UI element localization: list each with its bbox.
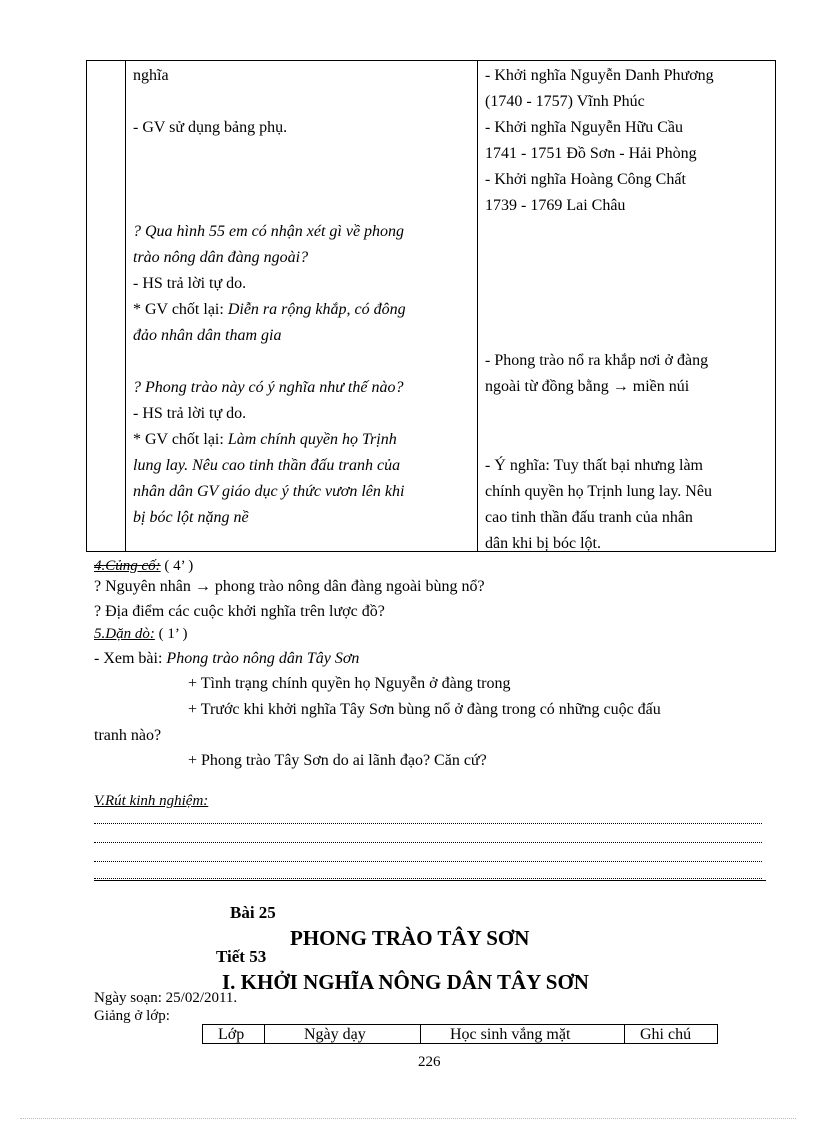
left-line-lead: * GV chốt lại: bbox=[133, 431, 228, 448]
right-line: - Phong trào nổ ra khắp nơi ở đàng bbox=[485, 352, 709, 369]
left-line: ? Qua hình 55 em có nhận xét gì về phong bbox=[133, 223, 405, 240]
right-line: ngoài từ đồng bằng → miền núi bbox=[485, 378, 690, 395]
left-line: nhân dân GV giáo dục ý thức vươn lên khi bbox=[133, 483, 405, 500]
left-line bbox=[133, 141, 473, 167]
right-line: cao tinh thần đấu tranh của nhân bbox=[485, 509, 693, 526]
section-separator bbox=[94, 880, 766, 881]
left-line: lung lay. Nêu cao tinh thần đấu tranh của bbox=[133, 457, 401, 474]
left-line bbox=[133, 349, 473, 375]
left-line-lead: * GV chốt lại: bbox=[133, 301, 228, 318]
consolidation-heading-line bbox=[94, 558, 193, 575]
content-block-observation bbox=[485, 348, 775, 400]
homework-item-3: + Phong trào Tây Sơn do ai lãnh đạo? Căn cứ? bbox=[188, 752, 487, 769]
left-line-emphasis: Làm chính quyền họ Trịnh bbox=[227, 431, 397, 448]
schedule-sep-1 bbox=[264, 1025, 265, 1043]
right-line: - Khởi nghĩa Hoàng Công Chất bbox=[485, 171, 686, 188]
right-line: - Khởi nghĩa Nguyễn Danh Phương bbox=[485, 67, 714, 84]
left-line: ? Phong trào này có ý nghĩa như thế nào? bbox=[133, 379, 404, 396]
right-line: - Khởi nghĩa Nguyễn Hữu Cầu bbox=[485, 119, 683, 136]
right-line: dân khi bị bóc lột. bbox=[485, 535, 601, 552]
right-line: 1739 - 1769 Lai Châu bbox=[485, 197, 626, 214]
content-block-meaning bbox=[485, 453, 775, 557]
left-line: đảo nhân dân tham gia bbox=[133, 327, 282, 344]
right-line: 1741 - 1751 Đồ Sơn - Hải Phòng bbox=[485, 145, 697, 162]
homework-intro: - Xem bài: bbox=[94, 650, 167, 667]
content-block-uprisings bbox=[485, 63, 775, 219]
left-line: - GV sử dụng bảng phụ. bbox=[133, 119, 288, 136]
lesson-table bbox=[86, 60, 776, 552]
homework-heading-line bbox=[94, 626, 187, 643]
left-line bbox=[133, 427, 473, 453]
schedule-header-date: Ngày dạy bbox=[304, 1026, 366, 1043]
note-line-2 bbox=[94, 842, 762, 843]
schedule-table bbox=[202, 1024, 718, 1044]
consolidation-question-2: ? Địa điểm các cuộc khởi nghĩa trên lược đồ? bbox=[94, 603, 385, 620]
left-line bbox=[133, 297, 473, 323]
section-title: I. KHỞI NGHĨA NÔNG DÂN TÂY SƠN bbox=[222, 970, 589, 994]
schedule-border-left bbox=[202, 1025, 203, 1043]
schedule-sep-3 bbox=[624, 1025, 625, 1043]
class-label: Giảng ở lớp: bbox=[94, 1008, 170, 1024]
schedule-header-absent: Học sinh vắng mặt bbox=[450, 1026, 571, 1043]
left-line: - HS trả lời tự do. bbox=[133, 405, 247, 422]
right-line: - Ý nghĩa: Tuy thất bại nhưng làm bbox=[485, 457, 703, 474]
table-divider-1 bbox=[125, 61, 126, 551]
homework-item-2: + Trước khi khởi nghĩa Tây Sơn bùng nổ ở đàng trong có những cuộc đấu bbox=[188, 701, 661, 718]
left-line bbox=[133, 193, 473, 219]
period-number: Tiết 53 bbox=[216, 947, 267, 966]
homework-heading: 5.Dặn dò: bbox=[94, 626, 155, 642]
left-line: nghĩa bbox=[133, 67, 169, 84]
consolidation-question-1: ? Nguyên nhân → phong trào nông dân đàng ngoài bùng nổ? bbox=[94, 578, 485, 595]
page-number: 226 bbox=[418, 1054, 441, 1070]
note-line-3 bbox=[94, 861, 762, 862]
schedule-sep-2 bbox=[420, 1025, 421, 1043]
right-line: (1740 - 1757) Vĩnh Phúc bbox=[485, 93, 645, 110]
page-edge bbox=[20, 1118, 796, 1119]
schedule-header-notes: Ghi chú bbox=[640, 1026, 692, 1043]
consolidation-time: ( 4’ ) bbox=[160, 558, 194, 574]
right-line: chính quyền họ Trịnh lung lay. Nêu bbox=[485, 483, 712, 500]
lesson-number: Bài 25 bbox=[230, 903, 276, 922]
teacher-activity-column bbox=[133, 63, 473, 531]
schedule-border-right bbox=[717, 1025, 718, 1043]
homework-lesson: Phong trào nông dân Tây Sơn bbox=[166, 650, 360, 667]
experience-heading: V.Rút kinh nghiệm: bbox=[94, 793, 209, 809]
homework-item-1: + Tình trạng chính quyền họ Nguyễn ở đàng trong bbox=[188, 675, 511, 692]
left-line-emphasis: Diễn ra rộng khắp, có đông bbox=[227, 301, 406, 318]
note-line-4 bbox=[94, 878, 762, 879]
left-line bbox=[133, 167, 473, 193]
left-line: - HS trả lời tự do. bbox=[133, 275, 247, 292]
note-line-1 bbox=[94, 823, 762, 824]
homework-time: ( 1’ ) bbox=[154, 626, 188, 642]
consolidation-heading: 4.Củng cố: bbox=[94, 558, 161, 574]
left-line: trào nông dân đàng ngoài? bbox=[133, 249, 309, 266]
left-line bbox=[133, 89, 473, 115]
schedule-header-class: Lớp bbox=[218, 1026, 245, 1043]
homework-item-2-cont: tranh nào? bbox=[94, 727, 162, 744]
left-line: bị bóc lột nặng nề bbox=[133, 509, 249, 526]
prep-date: Ngày soạn: 25/02/2011. bbox=[94, 990, 238, 1006]
homework-intro-line bbox=[94, 650, 359, 668]
table-divider-2 bbox=[477, 61, 478, 551]
lesson-title: PHONG TRÀO TÂY SƠN bbox=[290, 926, 530, 950]
